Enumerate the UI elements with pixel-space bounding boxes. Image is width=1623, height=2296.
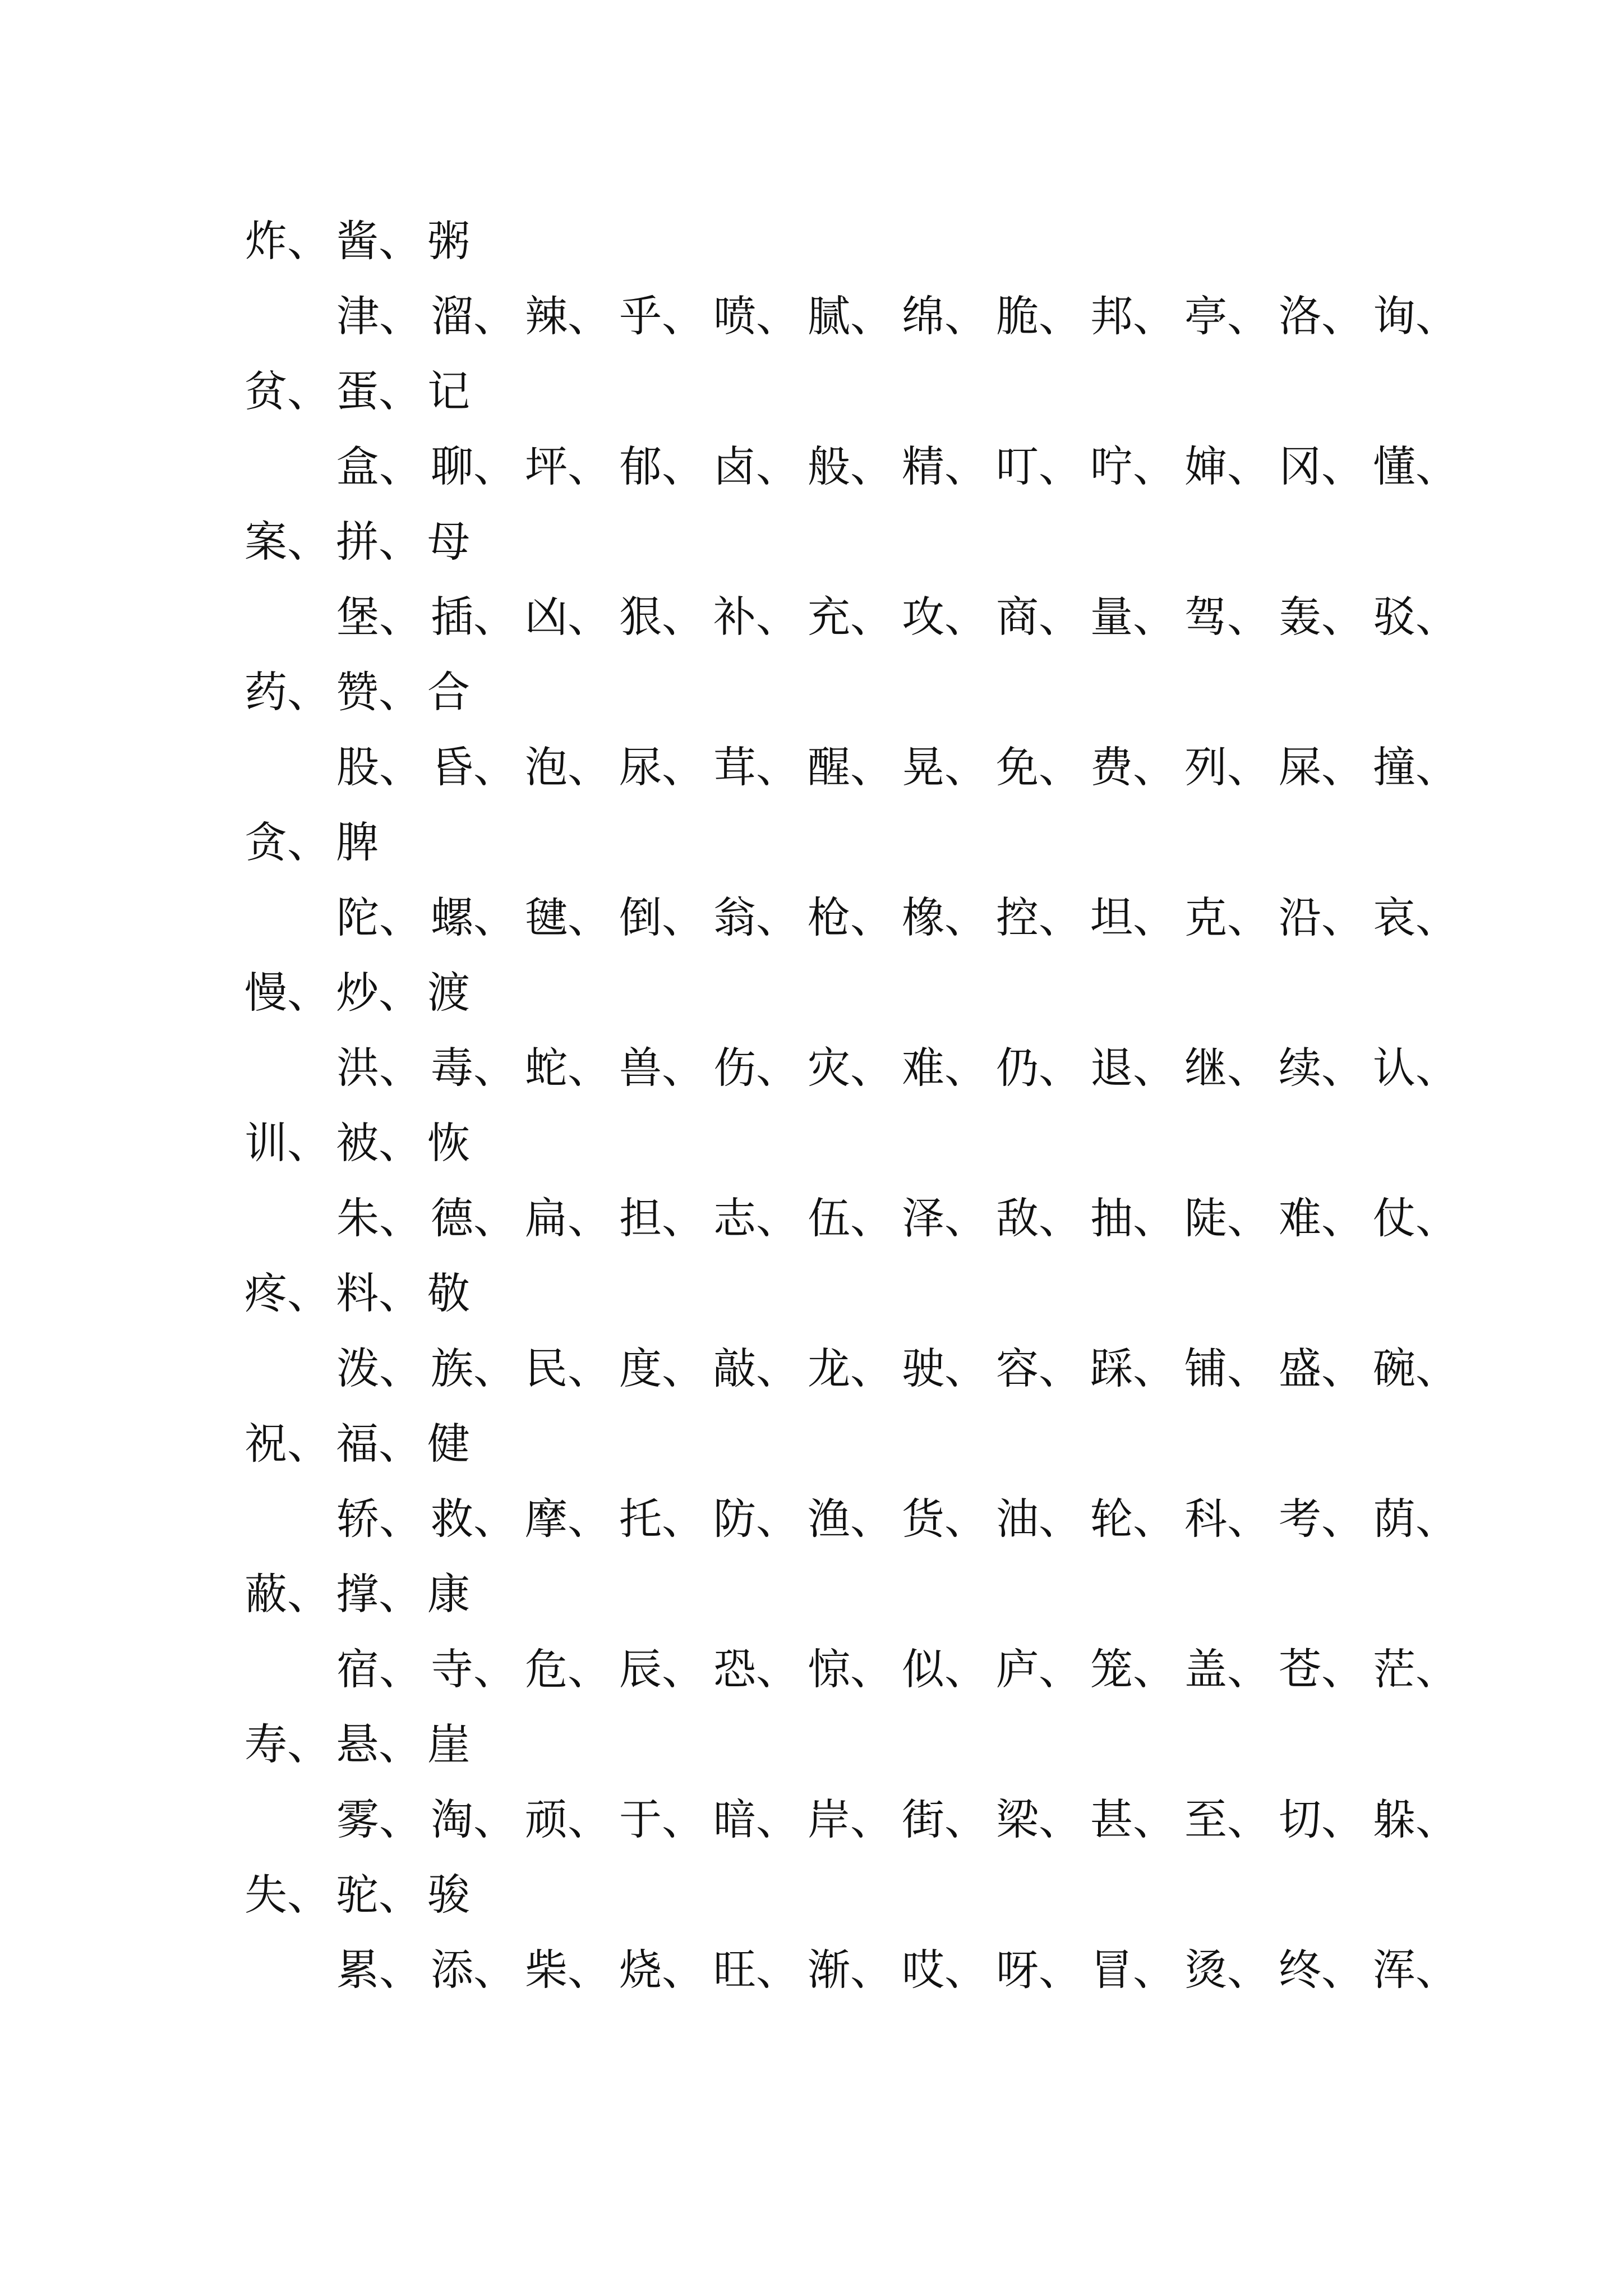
character-item: 恐、 <box>713 1644 799 1694</box>
character-item: 街、 <box>902 1795 987 1844</box>
character-item: 克、 <box>1184 892 1270 942</box>
character-item: 累、 <box>336 1945 422 1995</box>
text-line-continuation <box>245 1561 1478 1628</box>
character-item: 贪、 <box>245 817 330 867</box>
character-item: 浑、 <box>1373 1945 1458 1995</box>
character-item: 炒、 <box>336 968 421 1018</box>
character-item: 精、 <box>902 441 987 491</box>
character-item: 咛、 <box>1090 441 1175 491</box>
character-item: 酱、 <box>336 216 421 266</box>
character-item: 渐、 <box>808 1945 893 1995</box>
character-item: 插、 <box>431 592 516 642</box>
character-item: 托、 <box>619 1494 704 1544</box>
character-item: 洛、 <box>1279 291 1364 341</box>
character-item: 狠、 <box>619 592 704 642</box>
character-item: 认、 <box>1373 1043 1458 1093</box>
character-item: 堡、 <box>336 592 422 642</box>
character-item: 控、 <box>996 892 1081 942</box>
character-item: 量、 <box>1090 592 1175 642</box>
character-item: 难、 <box>1279 1193 1364 1243</box>
character-item: 恢 <box>427 1118 470 1168</box>
character-item: 列、 <box>1184 742 1270 792</box>
character-item: 哀、 <box>1373 892 1458 942</box>
character-item: 陡、 <box>1184 1193 1270 1243</box>
character-item: 懂、 <box>1373 441 1458 491</box>
character-item: 祝、 <box>245 1419 330 1469</box>
character-item: 顽、 <box>525 1795 610 1844</box>
character-item: 笼、 <box>1090 1644 1175 1694</box>
character-item: 疼、 <box>245 1268 330 1318</box>
character-item: 渔、 <box>808 1494 893 1544</box>
character-item: 训、 <box>245 1118 330 1168</box>
character-item: 伤、 <box>713 1043 799 1093</box>
character-item: 躲、 <box>1373 1795 1458 1844</box>
character-item: 溜、 <box>431 291 516 341</box>
character-item: 脾 <box>336 817 379 867</box>
character-item: 辰、 <box>619 1644 704 1694</box>
character-item: 卤、 <box>713 441 799 491</box>
character-item: 免、 <box>996 742 1081 792</box>
character-item: 摩、 <box>525 1494 610 1544</box>
character-item: 轮、 <box>1090 1494 1175 1544</box>
character-item: 陀、 <box>336 892 422 942</box>
character-item: 冈、 <box>1279 441 1364 491</box>
text-line-continuation <box>245 358 1478 425</box>
character-item: 终、 <box>1279 1945 1364 1995</box>
character-item: 坪、 <box>525 441 610 491</box>
character-item: 暗、 <box>713 1795 799 1844</box>
text-line-continuation <box>245 1260 1478 1327</box>
character-item: 寺、 <box>431 1644 516 1694</box>
text-line-continuation <box>245 1861 1478 1929</box>
text-line-indented <box>336 1185 1458 1252</box>
character-item: 似、 <box>902 1644 987 1694</box>
character-item: 驾、 <box>1184 592 1270 642</box>
character-item: 至、 <box>1184 1795 1270 1844</box>
character-item: 退、 <box>1090 1043 1175 1093</box>
text-line-indented <box>336 283 1458 350</box>
text-line-indented <box>336 583 1458 651</box>
character-item: 旺、 <box>713 1945 799 1995</box>
character-item: 驶、 <box>902 1343 987 1393</box>
character-item: 泽、 <box>902 1193 987 1243</box>
character-item: 朱、 <box>336 1193 422 1243</box>
character-item: 伍、 <box>808 1193 893 1243</box>
character-item: 料、 <box>336 1268 421 1318</box>
character-item: 毒、 <box>431 1043 516 1093</box>
character-item: 螺、 <box>431 892 516 942</box>
character-item: 凶、 <box>525 592 610 642</box>
character-item: 货、 <box>902 1494 987 1544</box>
character-item: 驼、 <box>336 1870 421 1920</box>
character-item: 枪、 <box>808 892 893 942</box>
character-item: 轰、 <box>1279 592 1364 642</box>
character-item: 撑、 <box>336 1569 421 1619</box>
character-item: 于、 <box>619 1795 704 1844</box>
character-item: 晃、 <box>902 742 987 792</box>
character-item: 充、 <box>808 592 893 642</box>
character-item: 醒、 <box>808 742 893 792</box>
text-line-continuation <box>245 959 1478 1027</box>
text-line-indented <box>336 1936 1458 2004</box>
character-item: 切、 <box>1279 1795 1364 1844</box>
character-item: 母 <box>427 517 470 567</box>
character-item: 悬、 <box>336 1719 421 1769</box>
character-item: 药、 <box>245 667 330 717</box>
character-item: 崖 <box>427 1719 470 1769</box>
character-item: 龙、 <box>808 1343 893 1393</box>
character-item: 合 <box>427 667 470 717</box>
character-item: 盛、 <box>1279 1343 1364 1393</box>
text-line-continuation <box>245 508 1478 576</box>
text-line-continuation <box>245 659 1478 726</box>
character-item: 呀、 <box>996 1945 1081 1995</box>
character-item: 询、 <box>1373 291 1458 341</box>
text-line-continuation <box>245 1711 1478 1778</box>
character-item: 聊、 <box>431 441 516 491</box>
character-item: 梁、 <box>996 1795 1081 1844</box>
character-item: 补、 <box>713 592 799 642</box>
character-item: 寿、 <box>245 1719 330 1769</box>
character-item: 渡 <box>427 968 470 1018</box>
character-item: 苍、 <box>1279 1644 1364 1694</box>
character-item: 股、 <box>336 742 422 792</box>
character-item: 抽、 <box>1090 1193 1175 1243</box>
character-item: 贫、 <box>245 366 330 416</box>
text-line-indented <box>336 1485 1458 1553</box>
character-item: 茸、 <box>713 742 799 792</box>
character-item: 担、 <box>619 1193 704 1243</box>
character-item: 宿、 <box>336 1644 422 1694</box>
character-item: 翁、 <box>713 892 799 942</box>
character-item: 倒、 <box>619 892 704 942</box>
character-item: 毽、 <box>525 892 610 942</box>
character-item: 洪、 <box>336 1043 422 1093</box>
character-item: 族、 <box>431 1343 516 1393</box>
text-line-continuation <box>245 809 1478 876</box>
character-item: 仗、 <box>1373 1193 1458 1243</box>
character-item: 蛇、 <box>525 1043 610 1093</box>
character-item: 淘、 <box>431 1795 516 1844</box>
text-line-indented <box>336 1335 1458 1402</box>
character-item: 绵、 <box>902 291 987 341</box>
character-item: 容、 <box>996 1343 1081 1393</box>
character-item: 邦、 <box>1090 291 1175 341</box>
character-item: 盖、 <box>1184 1644 1270 1694</box>
character-item: 尿、 <box>619 742 704 792</box>
character-item: 攻、 <box>902 592 987 642</box>
text-line-indented <box>336 1636 1458 1703</box>
character-item: 记 <box>427 366 470 416</box>
character-item: 盒、 <box>336 441 422 491</box>
character-item: 屎、 <box>1279 742 1364 792</box>
character-item: 郁、 <box>619 441 704 491</box>
character-item: 防、 <box>713 1494 799 1544</box>
character-item: 兽、 <box>619 1043 704 1093</box>
character-item: 民、 <box>525 1343 610 1393</box>
character-item: 赞、 <box>336 667 421 717</box>
character-item: 仍、 <box>996 1043 1081 1093</box>
character-item: 泡、 <box>525 742 610 792</box>
character-item: 甚、 <box>1090 1795 1175 1844</box>
character-item: 沿、 <box>1279 892 1364 942</box>
character-item: 敌、 <box>996 1193 1081 1243</box>
character-item: 被、 <box>336 1118 421 1168</box>
character-item: 康 <box>427 1569 470 1619</box>
character-item: 继、 <box>1184 1043 1270 1093</box>
character-item: 茫、 <box>1373 1644 1458 1694</box>
text-line-continuation <box>245 1110 1478 1177</box>
character-item: 轿、 <box>336 1494 422 1544</box>
character-item: 油、 <box>996 1494 1081 1544</box>
character-item: 柴、 <box>525 1945 610 1995</box>
text-line-indented <box>336 1034 1458 1102</box>
character-item: 踩、 <box>1090 1343 1175 1393</box>
character-item: 福、 <box>336 1419 421 1469</box>
character-item: 冒、 <box>1090 1945 1175 1995</box>
character-item: 续、 <box>1279 1043 1364 1093</box>
character-item: 灾、 <box>808 1043 893 1093</box>
character-item: 坦、 <box>1090 892 1175 942</box>
character-item: 岸、 <box>808 1795 893 1844</box>
character-item: 撞、 <box>1373 742 1458 792</box>
character-item: 志、 <box>713 1193 799 1243</box>
character-item: 慢、 <box>245 968 330 1018</box>
character-item: 橡、 <box>902 892 987 942</box>
character-item: 德、 <box>431 1193 516 1243</box>
character-item: 骏 <box>427 1870 470 1920</box>
character-item: 乎、 <box>619 291 704 341</box>
character-item: 危、 <box>525 1644 610 1694</box>
character-item: 雾、 <box>336 1795 422 1844</box>
character-item: 碗、 <box>1373 1343 1458 1393</box>
text-line-indented <box>336 734 1458 801</box>
character-item: 费、 <box>1090 742 1175 792</box>
character-item: 救、 <box>431 1494 516 1544</box>
character-item: 考、 <box>1279 1494 1364 1544</box>
character-item: 婶、 <box>1184 441 1270 491</box>
character-item: 烧、 <box>619 1945 704 1995</box>
character-item: 拼、 <box>336 517 421 567</box>
character-item: 昏、 <box>431 742 516 792</box>
character-item: 失、 <box>245 1870 330 1920</box>
character-item: 叮、 <box>996 441 1081 491</box>
character-item: 驳、 <box>1373 592 1458 642</box>
character-item: 蔽、 <box>245 1569 330 1619</box>
character-item: 案、 <box>245 517 330 567</box>
character-item: 商、 <box>996 592 1081 642</box>
character-item: 健 <box>427 1419 470 1469</box>
character-item: 腻、 <box>808 291 893 341</box>
character-item: 扁、 <box>525 1193 610 1243</box>
character-item: 敬 <box>427 1268 470 1318</box>
text-line-indented <box>336 1786 1458 1853</box>
text-line-continuation <box>245 208 1478 275</box>
character-item: 敲、 <box>713 1343 799 1393</box>
character-item: 哎、 <box>902 1945 987 1995</box>
character-item: 脆、 <box>996 291 1081 341</box>
character-item: 粥 <box>427 216 470 266</box>
character-item: 泼、 <box>336 1343 422 1393</box>
text-line-continuation <box>245 1410 1478 1478</box>
character-item: 科、 <box>1184 1494 1270 1544</box>
character-item: 喷、 <box>713 291 799 341</box>
character-item: 津、 <box>336 291 422 341</box>
character-item: 惊、 <box>808 1644 893 1694</box>
character-item: 庐、 <box>996 1644 1081 1694</box>
character-item: 铺、 <box>1184 1343 1270 1393</box>
character-item: 度、 <box>619 1343 704 1393</box>
character-item: 辣、 <box>525 291 610 341</box>
character-item: 添、 <box>431 1945 516 1995</box>
character-item: 亭、 <box>1184 291 1270 341</box>
character-item: 烫、 <box>1184 1945 1270 1995</box>
character-item: 蛋、 <box>336 366 421 416</box>
character-item: 难、 <box>902 1043 987 1093</box>
text-line-indented <box>336 433 1458 500</box>
character-item: 炸、 <box>245 216 330 266</box>
character-item: 荫、 <box>1373 1494 1458 1544</box>
text-line-indented <box>336 884 1458 951</box>
character-item: 般、 <box>808 441 893 491</box>
